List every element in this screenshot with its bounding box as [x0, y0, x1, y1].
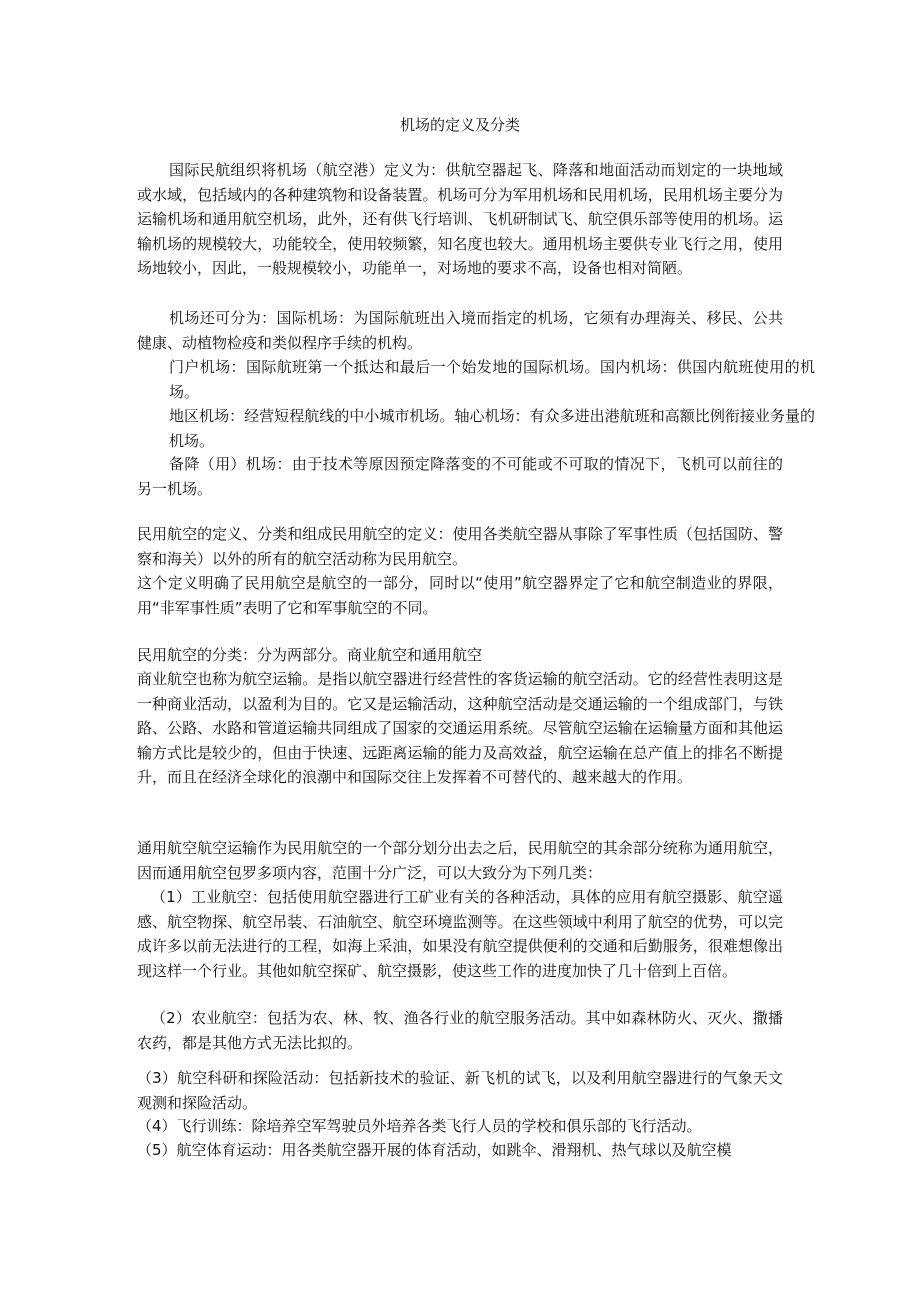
paragraph-definition-explanation: 这个定义明确了民用航空是航空的一部分，同时以“使用”航空器界定了它和航空制造业的界限，用“非军事性质”表明了它和军事航空的不同。: [137, 574, 783, 617]
paragraph-airport-definition: 国际民航组织将机场（航空港）定义为：供航空器起飞、降落和地面活动而划定的一块地域或水域，包括域内的各种建筑物和设备装置。机场可分为军用机场和民用机场，民用机场主要分为运输机场和通用航空机场，此外，还有供飞行培训、飞机研制试飞、航空俱乐部等使用的机场。运输机场的规模较大，功能较全，使用较频繁，知名度也较大。通用机场主要供专业飞行之用，使用场地较小，因此，一般规模较小，功能单一，对场地的要求不高，设备也相对简陋。: [137, 161, 783, 277]
paragraph-industrial-aviation: （1）工业航空：包括使用航空器进行工矿业有关的各种活动，具体的应用有航空摄影、航空遥感、航空物探、航空吊装、石油航空、航空环境监测等。在这些领域中利用了航空的优势，可以完成许多以前无法进行的工程，如海上采油，如果没有航空提供便利的交通和后勤服务，很难想像出现这样一个行业。其他如航空探矿、航空摄影，使这些工作的进度加快了几十倍到上百倍。: [137, 888, 783, 980]
paragraph-aviation-sports: （5）航空体育运动：用各类航空器开展的体育活动，如跳伞、滑翔机、热气球以及航空模: [137, 1141, 732, 1159]
paragraph-civil-aviation-definition: 民用航空的定义、分类和组成民用航空的定义：使用各类航空器从事除了军事性质（包括国防、警察和海关）以外的所有的航空活动称为民用航空。: [137, 525, 783, 568]
paragraph-commercial-aviation: 商业航空也称为航空运输。是指以航空器进行经营性的客货运输的航空活动。它的经营性表明这是一种商业活动，以盈利为目的。它又是运输活动，这种航空活动是交通运输的一个组成部门，与铁路、公路、水路和管道运输共同组成了国家的交通运用系统。尽管航空运输在运输量方面和其他运输方式比是较少的，但由于快速、远距离运输的能力及高效益，航空运输在总产值上的排名不断提升，而且在经济全球化的浪潮中和国际交往上发挥着不可替代的、越来越大的作用。: [137, 670, 783, 786]
paragraph-flight-training: （4）飞行训练：除培养空军驾驶员外培养各类飞行人员的学校和俱乐部的飞行活动。: [137, 1117, 702, 1135]
paragraph-civil-aviation-classification: 民用航空的分类：分为两部分。商业航空和通用航空: [137, 646, 483, 664]
paragraph-general-aviation: 通用航空航空运输作为民用航空的一个部分划分出去之后，民用航空的其余部分统称为通用航空，因而通用航空包罗多项内容，范围十分广泛，可以大致分为下列几类：: [137, 839, 783, 882]
paragraph-regional-airport: 地区机场：经营短程航线的中小城市机场。轴心机场：有众多进出港航班和高额比例衔接业务量的机场。: [169, 407, 815, 450]
document-title: 机场的定义及分类: [399, 116, 520, 134]
paragraph-agricultural-aviation: （2）农业航空：包括为农、林、牧、渔各行业的航空服务活动。其中如森林防火、灭火、撒播农药，都是其他方式无法比拟的。: [137, 1009, 783, 1052]
paragraph-international-airport: 机场还可分为：国际机场：为国际航班出入境而指定的机场，它须有办理海关、移民、公共健康、动植物检疫和类似程序手续的机构。: [137, 309, 783, 352]
paragraph-alternate-airport: 备降（用）机场：由于技术等原因预定降落变的不可能或不可取的情况下，飞机可以前往的另一机场。: [137, 455, 783, 498]
paragraph-gateway-airport: 门户机场：国际航班第一个抵达和最后一个始发地的国际机场。国内机场：供国内航班使用的机场。: [169, 358, 815, 401]
paragraph-research-exploration: （3）航空科研和探险活动：包括新技术的验证、新飞机的试飞，以及利用航空器进行的气象天文观测和探险活动。: [137, 1069, 783, 1112]
